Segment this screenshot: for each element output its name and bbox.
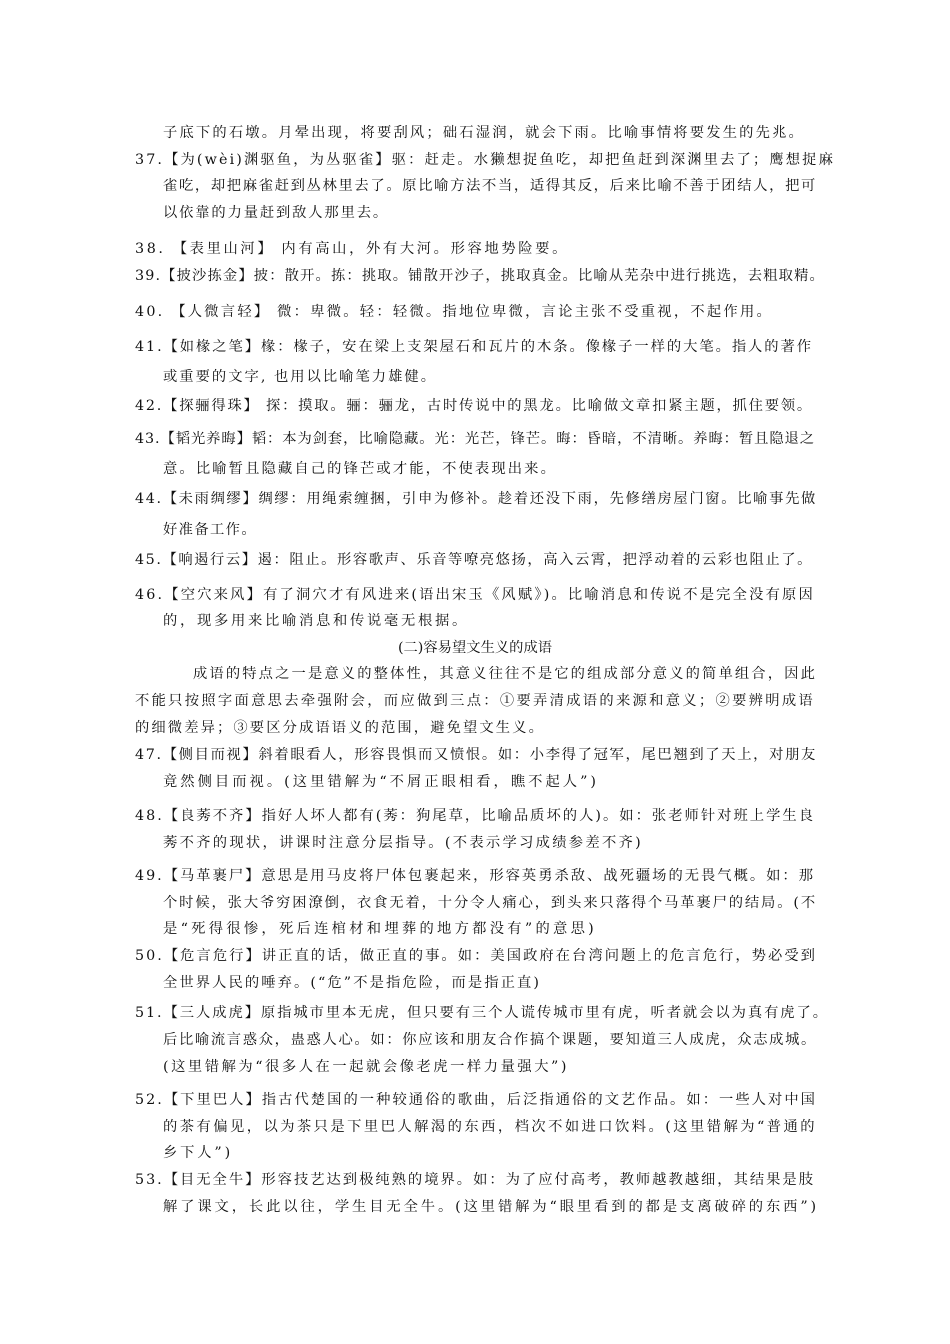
text-line: 全世界人民的唾弃。(“危”不是指危险，而是指正直) [163,975,541,991]
entry-51-line: 51.【三人成虎】原指城市里本无虎，但只要有三个人谎传城市里有虎，听者就会以为真有虎了。 [135,1005,829,1021]
text-line: 个时候，张大爷穷困潦倒，衣食无着，十分令人痛心，到头来只落得个马革裹尸的结局。(不 [163,895,817,911]
entry-46-line: 46.【空穴来风】有了洞穴才有风进来(语出宋玉《风赋》)。比喻消息和传说不是完全没有原因 [135,587,815,603]
text-line: 莠不齐的现状，讲课时注意分层指导。(不表示学习成绩参差不齐) [163,835,643,851]
text-line: 以依靠的力量赶到敌人那里去。 [163,205,389,221]
paragraph-line: 不能只按照字面意思去牵强附会，而应做到三点：①要弄清成语的来源和意义；②要辨明成语 [135,693,815,709]
text-line: 好准备工作。 [163,522,257,538]
paragraph-line: 的细微差异；③要区分成语语义的范围，避免望文生义。 [135,720,545,736]
paragraph-line: 成语的特点之一是意义的整体性，其意义往往不是它的组成部分意义的简单组合，因此 [193,666,817,682]
text-line: 后比喻流言惑众，蛊惑人心。如：你应该和朋友合作搞个课题，要知道三人成虎，众志成城。 [163,1032,817,1048]
text-line: (这里错解为“很多人在一起就会像老虎一样力量强大”) [163,1059,569,1075]
entry-37-line: 37.【为(wèi)渊驱鱼，为丛驱雀】驱：赶走。水獭想捉鱼吃，却把鱼赶到深渊里去了；鹰想捉麻 [135,152,835,168]
entry-42-line: 42.【探骊得珠】 探：摸取。骊：骊龙，古时传说中的黑龙。比喻做文章扣紧主题，抓住要领。 [135,398,813,414]
text-line: 是“死得很惨，死后连棺材和埋葬的地方都没有”的意思) [163,921,597,937]
text-line: 乡下人”) [163,1145,233,1161]
entry-49-line: 49.【马革裹尸】意思是用马皮将尸体包裹起来，形容英勇杀敌、战死疆场的无畏气概。如：那 [135,868,815,884]
text-line: 的，现多用来比喻消息和传说毫无根据。 [163,613,469,629]
section-heading: (二)容易望文生义的成语 [397,640,553,656]
entry-39-line: 39.【披沙拣金】披：散开。拣：挑取。铺散开沙子，挑取真金。比喻从芜杂中进行挑选，去粗取精。 [135,268,825,284]
text-line: 或重要的文字, 也用以比喻笔力雄健。 [163,369,437,385]
entry-43-line: 43.【韬光养晦】韬：本为剑套，比喻隐藏。光：光芒，锋芒。晦：昏暗，不清晰。养晦：暂且隐退之 [135,431,815,447]
text-line: 的茶有偏见，以为茶只是下里巴人解渴的东西，档次不如进口饮料。(这里错解为“普通的 [163,1119,817,1135]
entry-50-line: 50.【危言危行】讲正直的话，做正直的事。如：美国政府在台湾问题上的危言危行，势必受到 [135,948,817,964]
entry-48-line: 48.【良莠不齐】指好人坏人都有(莠：狗尾草，比喻品质坏的人)。如：张老师针对班上学生良 [135,808,815,824]
entry-47-line: 47.【侧目而视】斜着眼看人，形容畏惧而又愤恨。如：小李得了冠军，尾巴翘到了天上，对朋友 [135,747,817,763]
entry-52-line: 52.【下里巴人】指古代楚国的一种较通俗的歌曲，后泛指通俗的文艺作品。如：一些人对中国 [135,1092,817,1108]
text-line: 意。比喻暂且隐藏自己的锋芒或才能，不使表现出来。 [163,461,557,477]
entry-38-line: 38. 【表里山河】 内有高山，外有大河。形容地势险要。 [135,241,569,257]
entry-45-line: 45.【响遏行云】遏：阻止。形容歌声、乐音等嘹亮悠扬，高入云霄，把浮动着的云彩也阻止了。 [135,552,813,568]
text-line: 雀吃，却把麻雀赶到丛林里去了。原比喻方法不当，适得其反，后来比喻不善于团结人，把可 [163,178,817,194]
text-line: 竟然侧目而视。(这里错解为“不屑正眼相看，瞧不起人”) [163,774,599,790]
text-line: 解了课文，长此以往，学生目无全牛。(这里错解为“眼里看到的都是支离破碎的东西”) [163,1199,819,1215]
entry-53-line: 53.【目无全牛】形容技艺达到极纯熟的境界。如：为了应付高考，教师越教越细，其结果是肢 [135,1172,815,1188]
entry-41-line: 41.【如椽之笔】椽：椽子，安在梁上支架屋石和瓦片的木条。像椽子一样的大笔。指人的著作 [135,339,813,355]
entry-40-line: 40. 【人微言轻】 微：卑微。轻：轻微。指地位卑微，言论主张不受重视，不起作用。 [135,304,773,320]
text-line: 子底下的石墩。月晕出现，将要刮风；础石湿润，就会下雨。比喻事情将要发生的先兆。 [163,125,805,141]
entry-44-line: 44.【未雨绸缪】绸缪：用绳索缠捆，引申为修补。趁着还没下雨，先修缮房屋门窗。比喻事先做 [135,491,817,507]
